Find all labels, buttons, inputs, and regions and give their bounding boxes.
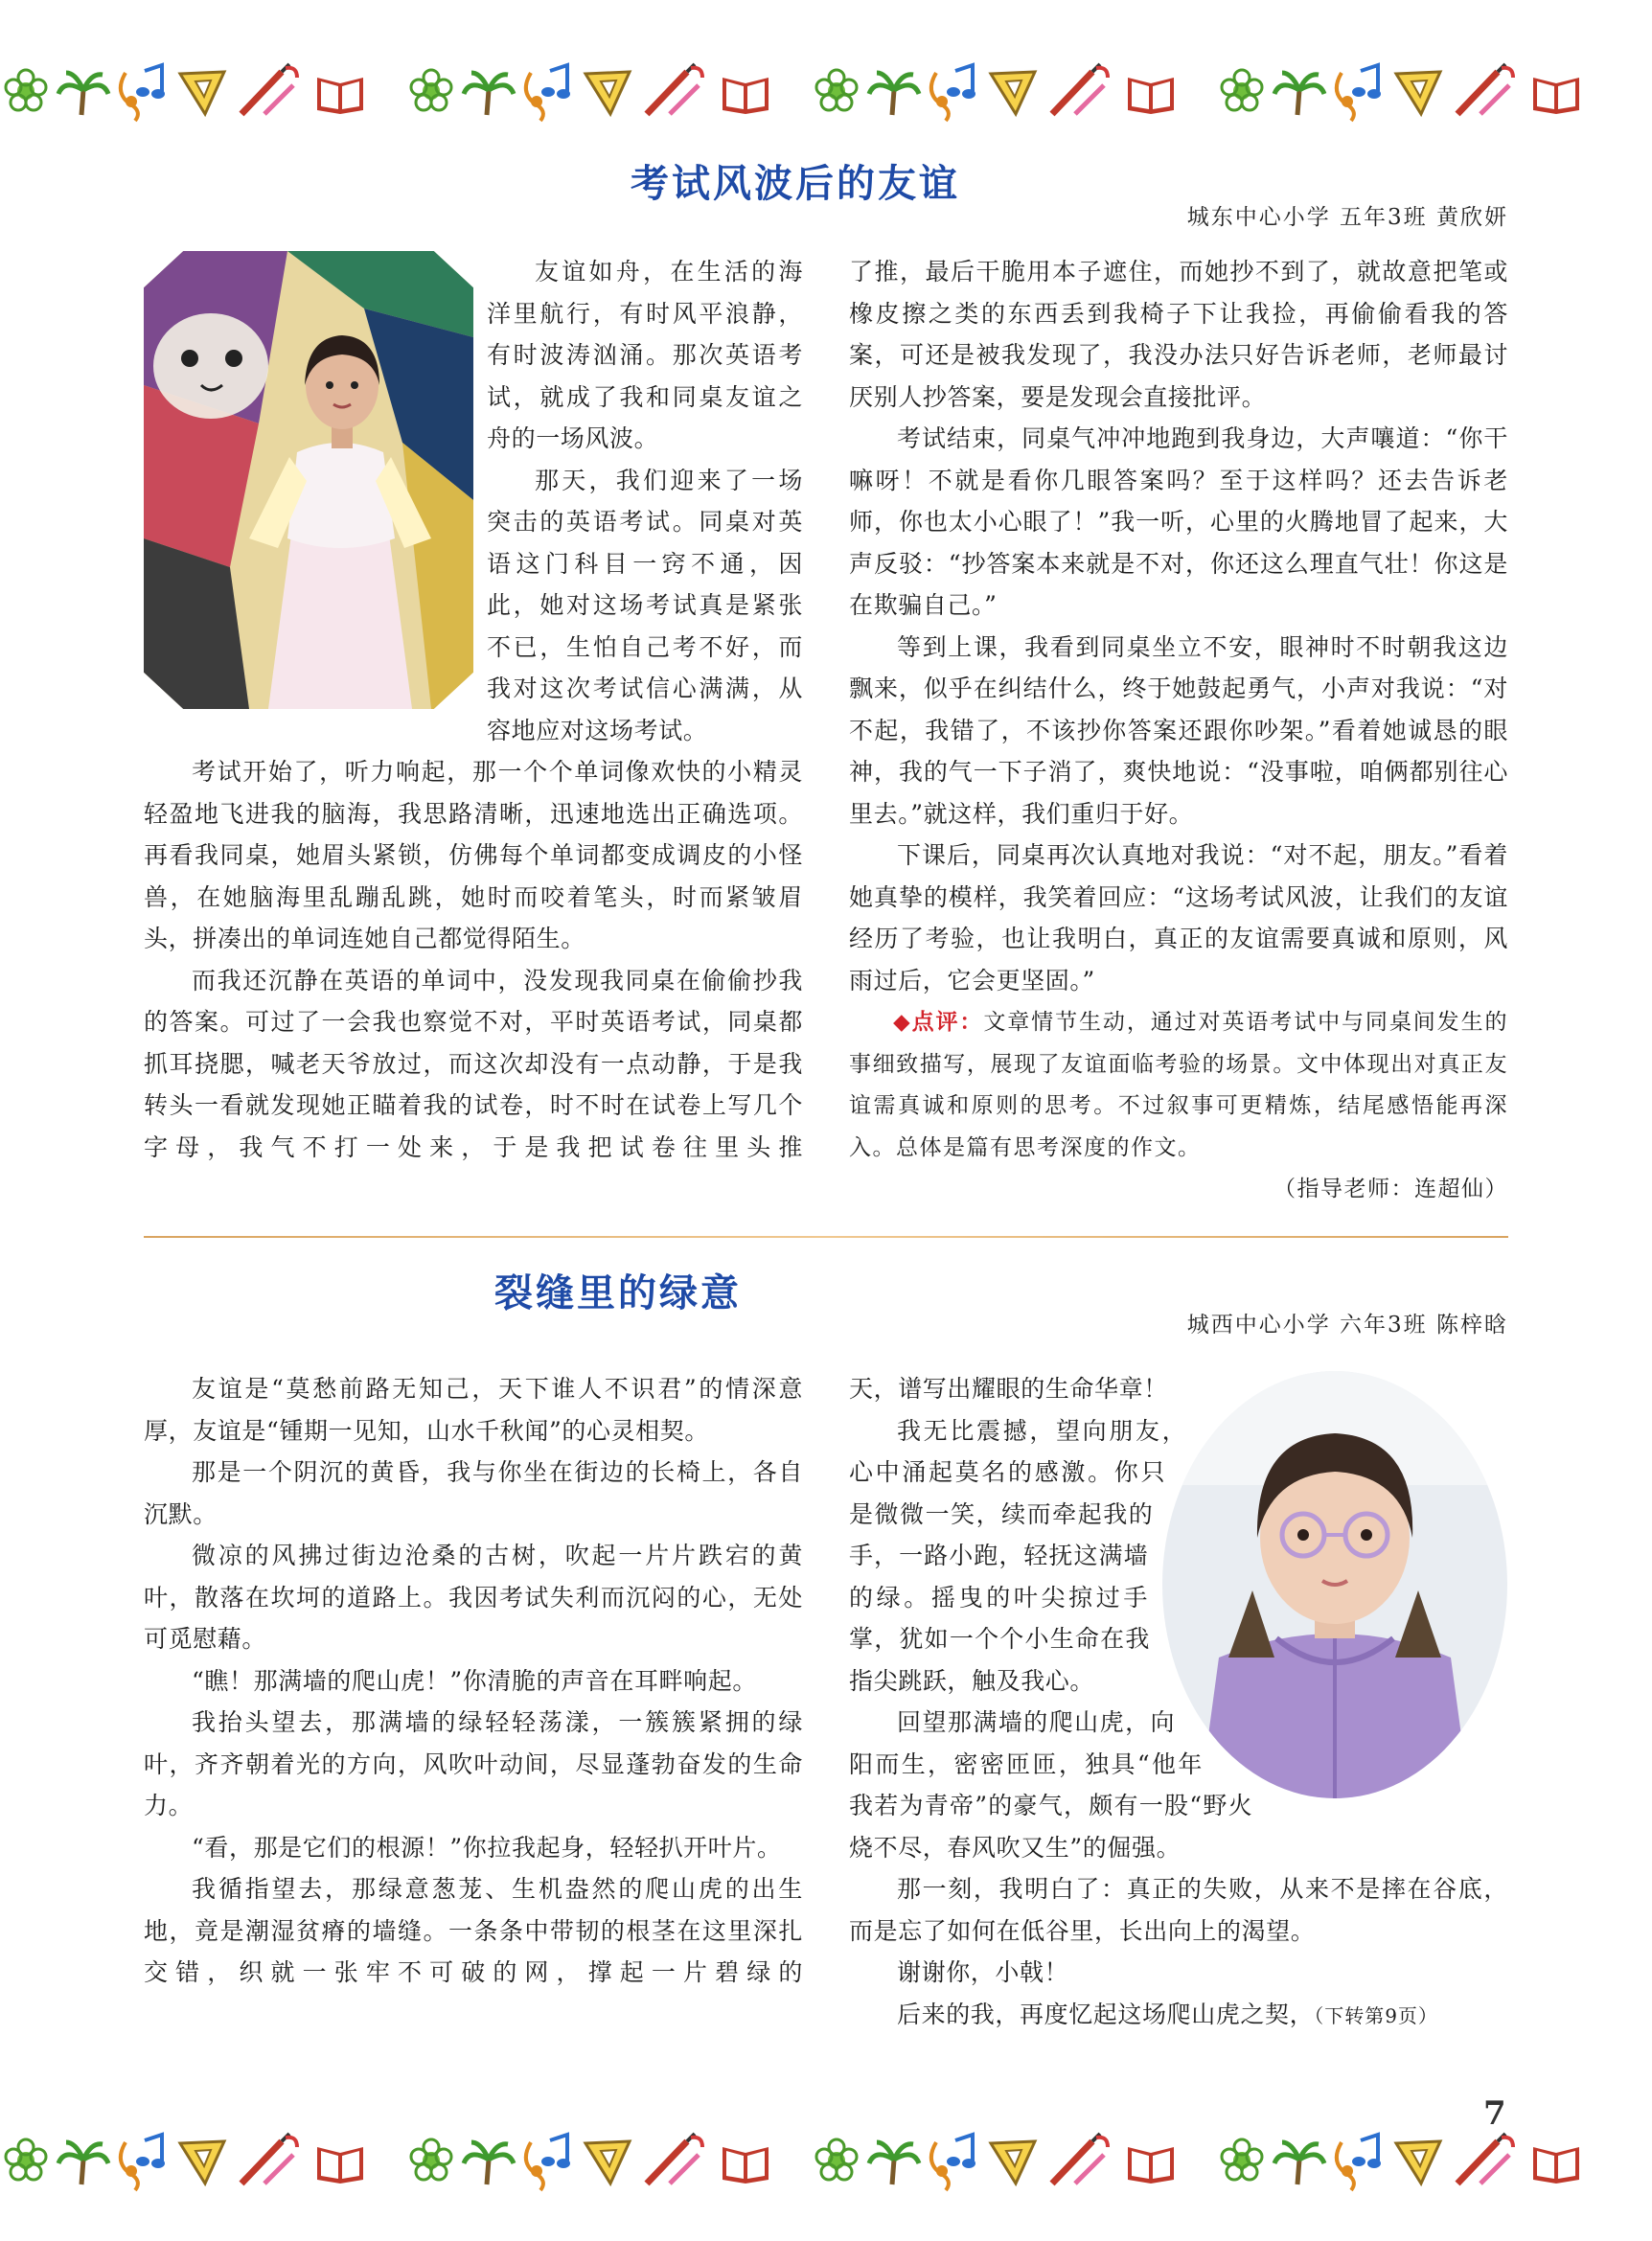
paragraph: 考试开始了，听力响起，那一个个单词像欢快的小精灵轻盈地飞进我的脑海，我思路清晰，迅速地选出正确选项。再看我同桌，她眉头紧锁，仿佛每个单词都变成调皮的小怪兽，在她脑海里乱蹦乱跳，她时而咬着笔头，时而紧皱眉头，拼凑出的单词连她自己都觉得陌生。: [144, 758, 803, 952]
article-1-column-left: [144, 251, 803, 1168]
flower-icon: [411, 70, 451, 110]
continued-note: （下转第9页）: [1314, 2003, 1438, 2027]
music-note-icon: [526, 65, 570, 121]
portrait-image: [144, 251, 473, 709]
border-motif: [1211, 48, 1614, 134]
article-1-column-right: [849, 251, 1508, 1211]
music-note-icon: [1337, 2135, 1381, 2190]
flower-icon: [6, 70, 46, 110]
paragraph: 微凉的风拂过街边沧桑的古树，吹起一片片跌宕的黄叶，散落在坎坷的道路上。我因考试失利而沉闷的心，无处可觅慰藉。: [144, 1542, 803, 1653]
set-square-icon: [1396, 72, 1440, 114]
set-square-icon: [180, 2141, 224, 2184]
border-motif: [401, 48, 803, 134]
border-motif: [806, 48, 1208, 134]
paragraph: 我无比震撼，望向朋友，心中涌起莫名的感激。你只是微微一笑，续而牵起我的手，一路小跑，轻抚这满墙的绿。摇曳的叶尖掠过手掌，犹如一个个小生命在我指尖跳跃，触及我心。: [849, 1416, 1187, 1695]
portrait-image: [1161, 1370, 1508, 1799]
article-1-byline: 城东中心小学 五年3班 黄欣妍: [1186, 205, 1508, 230]
article-2-title: 裂缝里的绿意: [494, 1271, 742, 1315]
article-2-photo: [1161, 1370, 1508, 1799]
pencil-icon: [1457, 64, 1513, 114]
book-icon: [1533, 2147, 1579, 2184]
pencil-icon: [647, 2134, 702, 2184]
article-1-title: 考试风波后的友谊: [631, 162, 960, 206]
book-icon: [723, 78, 769, 114]
comment-text: 文章情节生动，通过对英语考试中与同桌间发生的事细致描写，展现了友谊面临考验的场景。文中体现出对真正友谊需真诚和原则的思考。不过叙事可更精炼，结尾感悟能再深入。总体是篇有思考深度的作文。: [849, 1010, 1508, 1160]
comment-label: ◆点评：: [893, 1009, 984, 1035]
palm-tree-icon: [464, 73, 514, 115]
paragraph: 了推，最后干脆用本子遮住，而她抄不到了，就故意把笔或橡皮擦之类的东西丢到我椅子下让我捡，再偷偷看我的答案，可还是被我发现了，我没办法只好告诉老师，老师最讨厌别人抄答案，要是发现会直接批评。: [849, 258, 1508, 411]
paragraph: 谢谢你，小戟！: [897, 1958, 1069, 1986]
border-motif: [0, 2117, 398, 2204]
flower-icon: [816, 70, 857, 110]
pencil-icon: [241, 2134, 297, 2184]
book-icon: [1128, 78, 1174, 114]
palm-tree-icon: [1274, 73, 1324, 115]
paragraph: 那是一个阴沉的黄昏，我与你坐在街边的长椅上，各自沉默。: [144, 1458, 803, 1528]
editor-comment: [849, 1001, 1508, 1169]
book-icon: [1533, 78, 1579, 114]
paragraph: 那一刻，我明白了：真正的失败，从来不是摔在谷底，而是忘了如何在低谷里，长出向上的渴望。: [849, 1875, 1508, 1945]
paragraph: 友谊如舟，在生活的海洋里航行，有时风平浪静，有时波涛汹涌。那次英语考试，就成了我和同桌友谊之舟的一场风波。: [487, 258, 803, 452]
music-note-icon: [1337, 65, 1381, 121]
book-icon: [317, 2147, 363, 2184]
flower-icon: [816, 2139, 857, 2180]
decorative-border-bottom: [0, 2117, 1652, 2204]
decorative-border-top: [0, 48, 1652, 134]
flower-icon: [6, 2139, 46, 2180]
paragraph: “看，那是它们的根源！”你拉我起身，轻轻扒开叶片。: [192, 1833, 782, 1862]
palm-tree-icon: [869, 73, 919, 115]
pencil-icon: [1052, 64, 1108, 114]
music-note-icon: [526, 2135, 570, 2190]
border-motif: [401, 2117, 803, 2204]
palm-tree-icon: [58, 73, 108, 115]
paragraph: 回望那满墙的爬山虎，向阳而生，密密匝匝，独具“他年我若为青帝”的豪气，颇有一股“野火烧不尽，春风吹又生”的倔强。: [849, 1708, 1253, 1862]
paragraph: 下课后，同桌再次认真地对我说：“对不起，朋友。”看着她真挚的模样，我笑着回应：“这场考试风波，让我们的友谊经历了考验，也让我明白，真正的友谊需要真诚和原则，风雨过后，它会更坚固。”: [849, 841, 1508, 995]
palm-tree-icon: [869, 2142, 919, 2184]
palm-tree-icon: [58, 2142, 108, 2184]
set-square-icon: [585, 72, 630, 114]
flower-icon: [1222, 70, 1262, 110]
article-2-byline: 城西中心小学 六年3班 陈梓晗: [1186, 1313, 1508, 1338]
set-square-icon: [991, 72, 1035, 114]
music-note-icon: [931, 65, 975, 121]
section-divider: [144, 1236, 1508, 1238]
music-note-icon: [121, 2135, 165, 2190]
paragraph: 天，谱写出耀眼的生命华章！: [849, 1375, 1168, 1403]
border-motif: [1211, 2117, 1614, 2204]
teacher-credit: （指导老师：连超仙）: [1273, 1177, 1508, 1201]
music-note-icon: [121, 65, 165, 121]
border-motif: [0, 48, 398, 134]
flower-icon: [411, 2139, 451, 2180]
pencil-icon: [1052, 2134, 1108, 2184]
flower-icon: [1222, 2139, 1262, 2180]
pencil-icon: [1457, 2134, 1513, 2184]
page-number: 7: [1483, 2094, 1506, 2133]
paragraph: 友谊是“莫愁前路无知己，天下谁人不识君”的情深意厚，友谊是“锺期一见知，山水千秋闻”的心灵相契。: [144, 1375, 803, 1445]
pencil-icon: [647, 64, 702, 114]
paragraph: “瞧！那满墙的爬山虎！”你清脆的声音在耳畔响起。: [192, 1666, 757, 1695]
article-2-column-left: [144, 1368, 803, 1994]
paragraph: 考试结束，同桌气冲冲地跑到我身边，大声嚷道：“你干嘛呀！不就是看你几眼答案吗？至于这样吗？还去告诉老师，你也太小心眼了！”我一听，心里的火腾地冒了起来，大声反驳：“抄答案本来就是不对，你还这么理直气壮！你这是在欺骗自己。”: [849, 424, 1508, 619]
palm-tree-icon: [1274, 2142, 1324, 2184]
book-icon: [723, 2147, 769, 2184]
set-square-icon: [991, 2141, 1035, 2184]
set-square-icon: [1396, 2141, 1440, 2184]
book-icon: [1128, 2147, 1174, 2184]
border-motif: [806, 2117, 1208, 2204]
paragraph: 而我还沉静在英语的单词中，没发现我同桌在偷偷抄我的答案。可过了一会我也察觉不对，平时英语考试，同桌都抓耳挠腮，喊老天爷放过，而这次却没有一点动静，于是我转头一看就发现她正瞄着我的试卷，时不时在试卷上写几个字母，我气不打一处来，于是我把试卷往里头推: [144, 966, 803, 1161]
paragraph: 那天，我们迎来了一场突击的英语考试。同桌对英语这门科目一窍不通，因此，她对这场考试真是紧张不已，生怕自己考不好，而我对这次考试信心满满，从容地应对这场考试。: [487, 466, 803, 744]
set-square-icon: [180, 72, 224, 114]
paragraph: 我循指望去，那绿意葱茏、生机盎然的爬山虎的出生地，竟是潮湿贫瘠的墙缝。一条条中带韧的根茎在这里深扎交错，织就一张牢不可破的网，撑起一片碧绿的: [144, 1875, 803, 1986]
paragraph: 我抬头望去，那满墙的绿轻轻荡漾，一簇簇紧拥的绿叶，齐齐朝着光的方向，风吹叶动间，尽显蓬勃奋发的生命力。: [144, 1708, 803, 1819]
pencil-icon: [241, 64, 297, 114]
set-square-icon: [585, 2141, 630, 2184]
paragraph-text: 后来的我，再度忆起这场爬山虎之契，: [897, 2000, 1315, 2028]
article-2-column-right: [849, 1368, 1508, 2037]
paragraph: [849, 1994, 1508, 2038]
article-1-photo: [144, 251, 473, 709]
music-note-icon: [931, 2135, 975, 2190]
palm-tree-icon: [464, 2142, 514, 2184]
paragraph: 等到上课，我看到同桌坐立不安，眼神时不时朝我这边飘来，似乎在纠结什么，终于她鼓起勇气，小声对我说：“对不起，我错了，不该抄你答案还跟你吵架。”看着她诚恳的眼神，我的气一下子消了，爽快地说：“没事啦，咱俩都别往心里去。”就这样，我们重归于好。: [849, 632, 1508, 828]
book-icon: [317, 78, 363, 114]
